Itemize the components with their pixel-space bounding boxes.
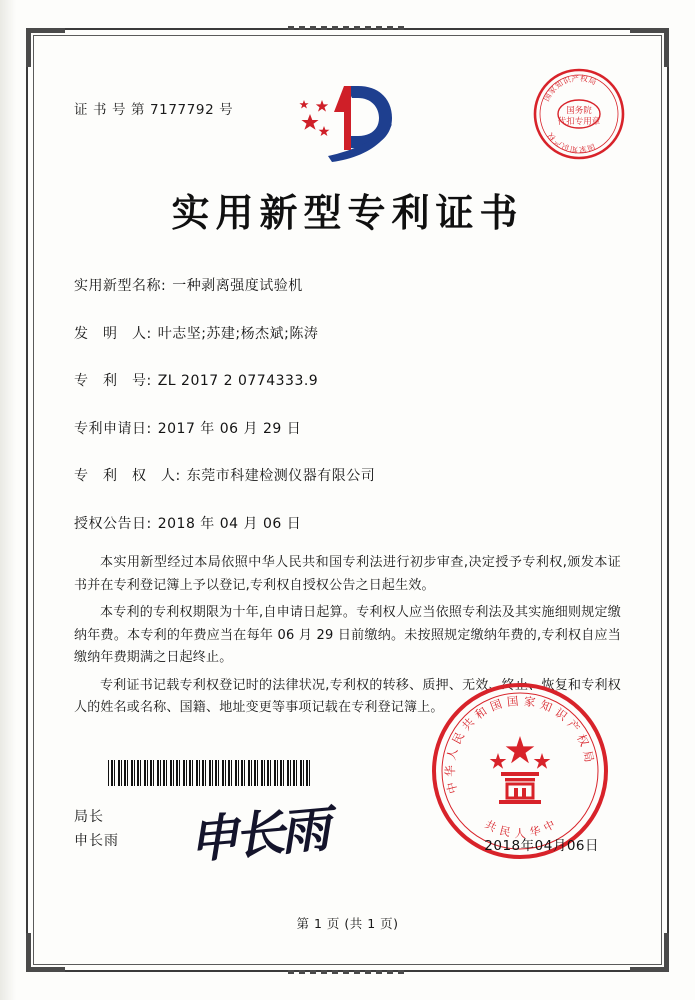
field-row-patentee <box>74 465 625 485</box>
field-value-utility-model-name: 一种剥离强度试验机 <box>172 278 303 294</box>
border-notch-top <box>288 22 408 34</box>
svg-text:知: 知 <box>569 144 579 155</box>
paragraph-register-notice: 专利证书记载专利权登记时的法律状况,专利权的转移、质押、无效、终止、恢复和专利权人的姓名或名称、国籍、地址变更等事项记载在专利登记簿上。 <box>74 677 621 715</box>
paragraph-term-and-fees: 本专利的专利权期限为十年,自申请日起算。专利权人应当依照专利法及其实施细则规定缴纳年费。本专利的年费应当在每年 06 月 29 日前缴纳。未按照规定缴纳年费的,专利权自应当缴纳年费期满之日起终止。 <box>74 605 621 665</box>
svg-text:产: 产 <box>571 73 580 84</box>
page-footer: 第 1 页 (共 1 页) <box>296 916 399 931</box>
svg-text:知: 知 <box>553 78 565 91</box>
border-notch-bottom <box>288 966 408 978</box>
national-emblem-icon <box>490 736 551 804</box>
svg-text:民: 民 <box>449 729 468 747</box>
svg-text:家: 家 <box>523 693 537 710</box>
patent-barcode <box>108 760 313 786</box>
svg-text:产: 产 <box>552 136 564 149</box>
svg-text:识: 识 <box>552 705 570 724</box>
svg-text:权: 权 <box>545 131 558 143</box>
field-label: 发 明 人: <box>74 325 152 342</box>
corner-ornament-top-right <box>630 28 669 67</box>
svg-text:国: 国 <box>586 141 597 153</box>
svg-text:人: 人 <box>514 827 526 840</box>
field-row-utility-model-name <box>74 275 625 295</box>
field-row-grant-announcement-date <box>74 513 625 533</box>
field-label: 专 利 号: <box>74 373 152 389</box>
svg-text:知: 知 <box>538 697 555 715</box>
field-list <box>74 275 625 560</box>
svg-text:和: 和 <box>472 703 490 722</box>
handwritten-signature: 申长雨 <box>185 799 329 870</box>
svg-text:华: 华 <box>528 824 543 840</box>
director-role-label: 局长 <box>74 809 104 825</box>
signature-block <box>74 805 119 853</box>
certificate-content <box>60 60 635 940</box>
svg-text:国: 国 <box>541 91 554 103</box>
field-label: 授权公告日: <box>74 515 152 532</box>
office-round-seal <box>531 66 627 162</box>
svg-text:局: 局 <box>580 749 597 764</box>
field-value-application-date: 2017 年 06 月 29 日 <box>157 420 302 437</box>
svg-text:产: 产 <box>564 717 583 735</box>
svg-text:家: 家 <box>578 144 587 155</box>
svg-text:共: 共 <box>458 715 478 734</box>
page-title: 实用新型专利证书 <box>171 190 524 235</box>
field-label: 实用新型名称: <box>74 278 167 294</box>
field-label: 专 利 权 人: <box>74 468 181 484</box>
field-row-inventors <box>74 323 625 343</box>
svg-text:中: 中 <box>443 780 461 796</box>
field-row-patent-number <box>74 370 625 390</box>
svg-text:民: 民 <box>497 824 512 840</box>
svg-text:识: 识 <box>561 75 572 87</box>
seal-date: 2018年04月06日 <box>484 838 599 854</box>
field-value-patentee: 东莞市科建检测仪器有限公司 <box>186 468 376 484</box>
paragraph-grant-statement: 本实用新型经过本局依照中华人民共和国专利法进行初步审查,决定授予专利权,颁发本证书并在专利登记簿上予以登记,专利权自授权公告之日起生效。 <box>74 555 621 593</box>
svg-text:权: 权 <box>579 73 589 84</box>
cnipa-logo-icon <box>288 78 408 168</box>
field-row-application-date <box>74 418 625 438</box>
svg-text:人: 人 <box>443 746 461 762</box>
corner-ornament-bottom-right <box>630 933 669 972</box>
svg-text:共: 共 <box>482 817 499 835</box>
svg-text:华: 华 <box>443 765 457 777</box>
svg-text:代扣专用章: 代扣专用章 <box>557 117 601 127</box>
director-name-label: 申长雨 <box>74 833 119 849</box>
svg-text:国: 国 <box>488 696 504 714</box>
svg-text:中: 中 <box>541 817 558 835</box>
svg-text:局: 局 <box>587 75 598 87</box>
field-value-inventors: 叶志坚;苏建;杨杰斌;陈涛 <box>157 325 319 342</box>
svg-text:家: 家 <box>546 84 559 97</box>
svg-text:权: 权 <box>574 732 592 749</box>
scan-edge-shadow <box>0 0 16 1000</box>
svg-text:国务院: 国务院 <box>566 106 592 116</box>
field-value-grant-date: 2018 年 04 月 06 日 <box>157 515 302 532</box>
svg-text:国: 国 <box>506 693 520 709</box>
svg-text:识: 识 <box>560 141 571 153</box>
field-value-patent-number: ZL 2017 2 0774333.9 <box>157 373 319 389</box>
certificate-number: 证 书 号 第 7177792 号 <box>74 102 234 118</box>
field-label: 专利申请日: <box>74 420 152 437</box>
